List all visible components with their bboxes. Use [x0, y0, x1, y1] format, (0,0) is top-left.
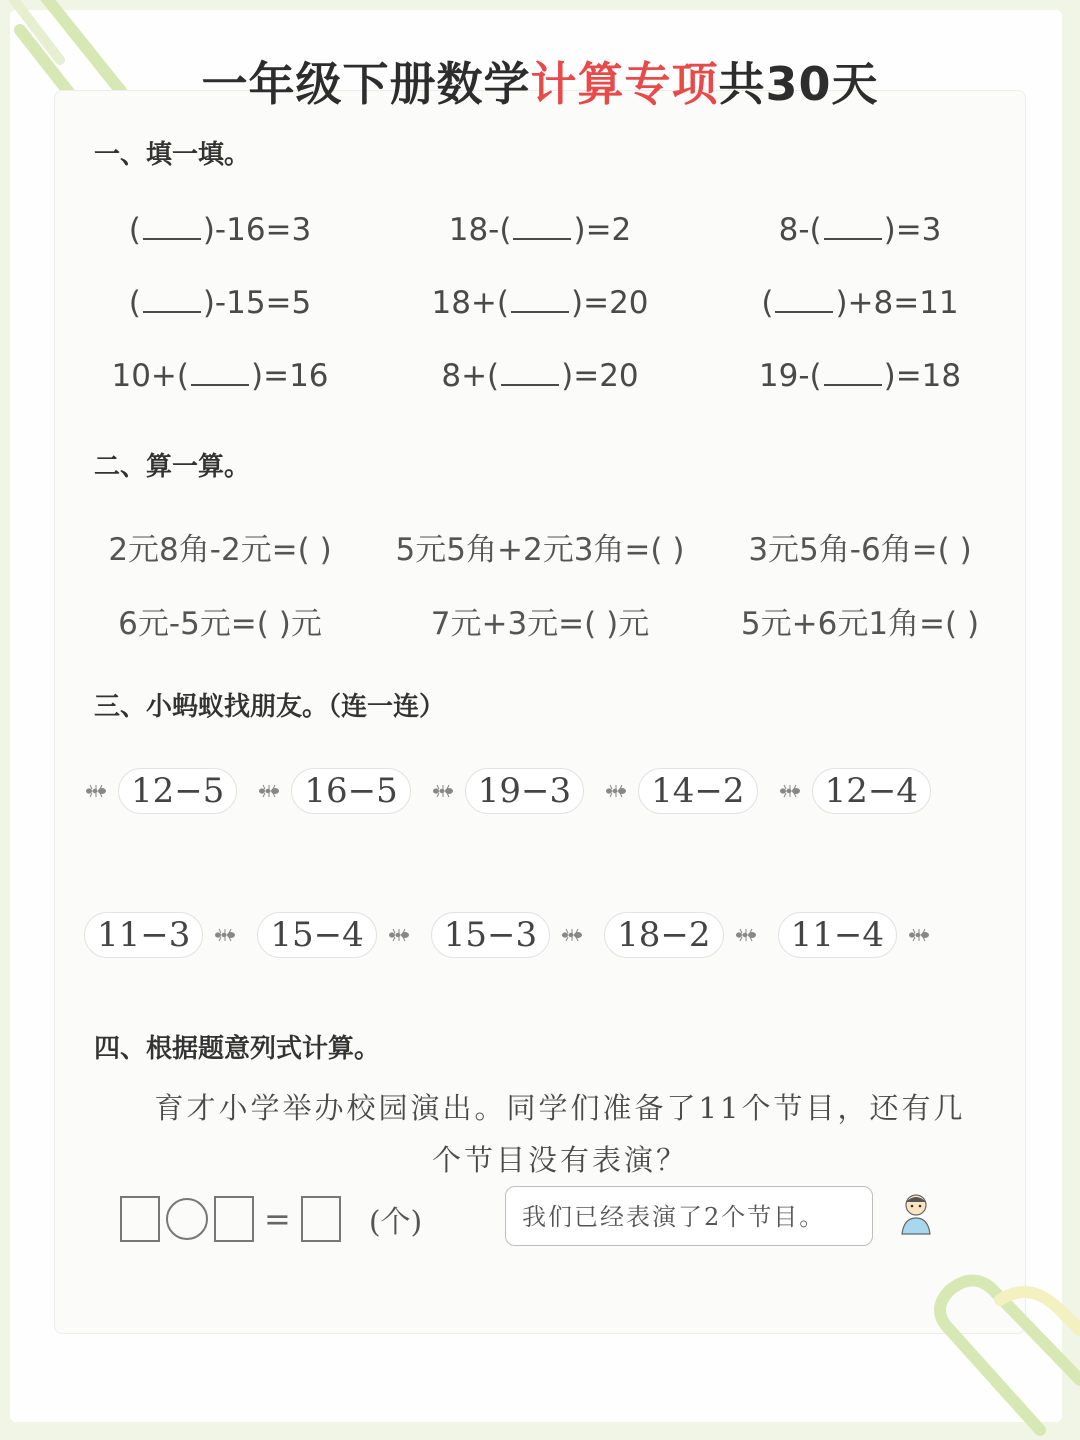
expr-prefix: 18+( — [431, 285, 509, 321]
kid-icon — [896, 1192, 936, 1236]
money-problem: 2元8角-2元=( ) — [108, 532, 332, 568]
expr-prefix: 10+( — [111, 358, 189, 394]
answer-blank[interactable] — [143, 216, 201, 240]
ant-icon — [257, 784, 281, 798]
money-problem: 5元+6元1角=( ) — [740, 606, 980, 642]
expression-pill[interactable]: 14−2 — [638, 768, 757, 814]
expr-suffix: )=16 — [251, 358, 329, 394]
ant-item[interactable] — [778, 912, 931, 958]
expr-suffix: )=18 — [883, 358, 962, 394]
ant-item[interactable] — [84, 768, 237, 814]
section-heading-fill: 一、填一填。 — [94, 140, 251, 170]
fill-problem — [60, 358, 380, 394]
fill-row — [60, 285, 1020, 321]
fill-problem — [60, 212, 380, 248]
ant-icon — [734, 928, 758, 942]
expression-pill[interactable]: 11−3 — [84, 912, 203, 958]
fill-problem — [60, 285, 380, 321]
ant-icon — [84, 784, 108, 798]
problem-text — [120, 1082, 1000, 1186]
answer-box[interactable] — [301, 1196, 341, 1242]
fill-problem — [380, 358, 700, 394]
answer-blank[interactable] — [824, 362, 882, 386]
fill-problem — [380, 285, 700, 321]
expression-pill[interactable]: 16−5 — [291, 768, 410, 814]
ant-item[interactable] — [778, 768, 931, 814]
expression-pill[interactable]: 12−4 — [812, 768, 931, 814]
ant-icon — [560, 928, 584, 942]
problem-line: 育才小学举办校园演出。同学们准备了11个节目，还有几 — [154, 1091, 966, 1125]
ant-icon — [213, 928, 237, 942]
expr-suffix: )=20 — [561, 358, 639, 394]
money-problem: 5元5角+2元3角=( ) — [395, 532, 685, 568]
expr-prefix: 18-( — [448, 212, 512, 248]
answer-blank[interactable] — [143, 289, 201, 313]
expression-pill[interactable]: 15−3 — [431, 912, 550, 958]
section-heading-match: 三、小蚂蚁找朋友。（连一连） — [94, 692, 446, 722]
expr-prefix: 8-( — [778, 212, 822, 248]
expr-suffix: )=20 — [571, 285, 649, 321]
money-row — [60, 598, 1020, 643]
fill-row — [60, 358, 1020, 394]
ant-item[interactable] — [431, 912, 584, 958]
answer-blank[interactable] — [501, 362, 559, 386]
ant-item[interactable] — [84, 912, 237, 958]
fill-problem — [700, 212, 1020, 248]
ant-item[interactable] — [604, 912, 757, 958]
fill-problem — [380, 212, 700, 248]
answer-blank[interactable] — [513, 216, 571, 240]
expr-suffix: )+8=11 — [835, 285, 959, 321]
unit-label: (个) — [368, 1205, 423, 1240]
expression-pill[interactable]: 19−3 — [465, 768, 584, 814]
expression-pill[interactable]: 18−2 — [604, 912, 723, 958]
title-highlight: 计算专项 — [530, 57, 719, 111]
ant-item[interactable] — [257, 912, 410, 958]
fill-row — [60, 212, 1020, 248]
answer-equation — [120, 1196, 422, 1242]
answer-box[interactable] — [120, 1196, 160, 1242]
fill-problem — [700, 358, 1020, 394]
expr-suffix: )=3 — [883, 212, 942, 248]
ant-icon — [907, 928, 931, 942]
expr-prefix: ( — [128, 212, 141, 248]
ant-item[interactable] — [431, 768, 584, 814]
ant-icon — [431, 784, 455, 798]
answer-box[interactable] — [214, 1196, 254, 1242]
ant-icon — [778, 784, 802, 798]
paperclip-icon — [920, 1270, 1080, 1440]
money-problem: 3元5角-6角=( ) — [748, 532, 972, 568]
expr-prefix: ( — [128, 285, 141, 321]
section-heading-word-problem: 四、根据题意列式计算。 — [94, 1034, 381, 1064]
equals-sign: = — [264, 1200, 291, 1238]
ant-row-top — [84, 768, 944, 814]
ant-icon — [604, 784, 628, 798]
ant-item[interactable] — [604, 768, 757, 814]
ant-row-bottom — [84, 912, 944, 958]
ant-item[interactable] — [257, 768, 410, 814]
expression-pill[interactable]: 11−4 — [778, 912, 897, 958]
page-title: 一年级下册数学计算专项共30天 — [201, 57, 879, 111]
expression-pill[interactable]: 15−4 — [257, 912, 376, 958]
expr-prefix: 8+( — [441, 358, 500, 394]
expr-suffix: )-16=3 — [202, 212, 312, 248]
expr-prefix: ( — [761, 285, 774, 321]
speech-bubble: 我们已经表演了2个节目。 — [505, 1186, 873, 1246]
expr-prefix: 19-( — [758, 358, 822, 394]
answer-blank[interactable] — [511, 289, 569, 313]
money-problem: 6元-5元=( )元 — [118, 606, 322, 642]
section-heading-calc: 二、算一算。 — [94, 452, 251, 482]
answer-blank[interactable] — [775, 289, 833, 313]
expr-suffix: )=2 — [573, 212, 632, 248]
answer-blank[interactable] — [824, 216, 882, 240]
answer-blank[interactable] — [191, 362, 249, 386]
money-problem: 7元+3元=( )元 — [430, 606, 650, 642]
expr-suffix: )-15=5 — [202, 285, 312, 321]
ant-icon — [387, 928, 411, 942]
problem-line: 个节目没有表演？ — [431, 1143, 688, 1177]
expression-pill[interactable]: 12−5 — [118, 768, 237, 814]
operator-circle[interactable] — [166, 1198, 208, 1240]
money-row — [60, 524, 1020, 569]
fill-problem — [700, 285, 1020, 321]
